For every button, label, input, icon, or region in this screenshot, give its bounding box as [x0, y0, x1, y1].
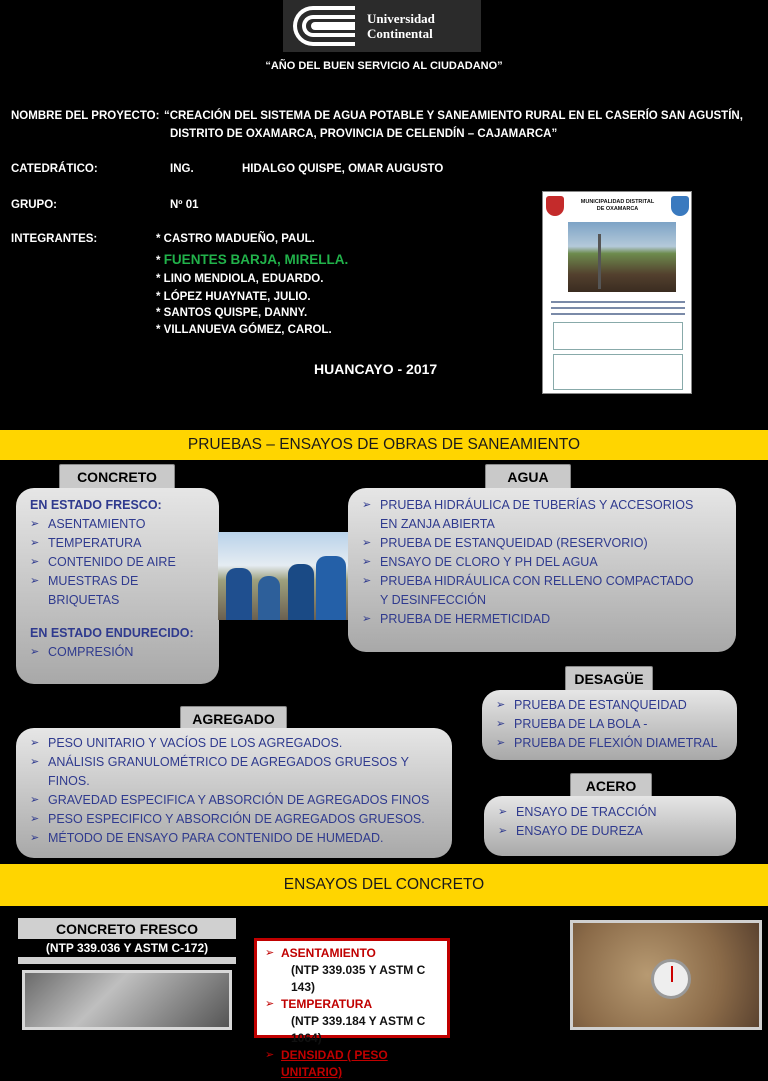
- tab-desague: DESAGÜE: [565, 666, 653, 692]
- fresh-concrete-box: [18, 918, 236, 964]
- thermometer-icon: [651, 959, 691, 999]
- cover-header: [546, 195, 689, 217]
- integrante-3: * LINO MENDIOLA, EDUARDO.: [156, 273, 324, 285]
- list-item: ➢ PESO UNITARIO Y VACÍOS DE LOS AGREGADOS.: [30, 734, 438, 753]
- list-item: ➢ MÉTODO DE ENSAYO PARA CONTENIDO DE HUMEDAD.: [30, 829, 438, 848]
- cover-title-line1: MUNICIPALIDAD DISTRITAL: [580, 199, 655, 205]
- list-item: ➢ PRUEBA DE FLEXIÓN DIAMETRAL: [496, 734, 723, 753]
- fresh-concrete-title: CONCRETO FRESCO: [55, 921, 199, 937]
- integrante-5: * SANTOS QUISPE, DANNY.: [156, 307, 308, 319]
- agua-list: [362, 496, 722, 629]
- list-item: ➢ GRAVEDAD ESPECIFICA Y ABSORCIÓN DE AGREGADOS FINOS: [30, 791, 438, 810]
- panel-concreto: [16, 488, 219, 684]
- list-item: ➢ PRUEBA DE HERMETICIDAD: [362, 610, 722, 629]
- logo-text: [367, 11, 435, 41]
- integrante-2-star: *: [156, 255, 161, 267]
- integrante-2: [156, 252, 348, 267]
- panel-acero: [484, 796, 736, 856]
- slide-concrete-tests: [0, 862, 768, 1079]
- project-line1: “CREACIÓN DEL SISTEMA DE AGUA POTABLE Y SANEAMIENTO RURAL EN EL CASERÍO SAN AGUSTÍN,: [164, 110, 743, 122]
- test-temperatura-norm: (NTP 339.184 Y ASTM C 1064): [291, 1014, 426, 1045]
- cover-location-table: [553, 354, 683, 390]
- slide-cover: [0, 0, 768, 430]
- cover-title: [581, 199, 654, 213]
- catedratico-name: HIDALGO QUISPE, OMAR AUGUSTO: [242, 163, 444, 175]
- integrante-1: * CASTRO MADUEÑO, PAUL.: [156, 233, 315, 245]
- list-item: ➢ ENSAYO DE CLORO Y PH DEL AGUA: [362, 553, 722, 572]
- list-item: ➢ PRUEBA DE LA BOLA -: [496, 715, 723, 734]
- tab-agregado: AGREGADO: [180, 706, 287, 732]
- field-test-photo: [218, 532, 350, 620]
- catedratico-title: ING.: [170, 163, 194, 175]
- integrantes-label: INTEGRANTES:: [11, 233, 98, 245]
- concreto-fresco-heading: EN ESTADO FRESCO:: [30, 498, 162, 512]
- slide-tests: [0, 430, 768, 862]
- test-temperatura: ➢ TEMPERATURA: [265, 996, 439, 1013]
- list-item: ➢ ASENTAMIENTO: [30, 515, 205, 534]
- integrante-2-highlight: FUENTES BARJA, MIRELLA.: [163, 252, 349, 267]
- list-item: ➢ PRUEBA DE ESTANQUEIDAD (RESERVORIO): [362, 534, 722, 553]
- tab-acero: ACERO: [570, 773, 652, 799]
- list-item: EN ZANJA ABIERTA: [380, 517, 495, 531]
- concrete-tests-list: [254, 938, 450, 1079]
- tab-concreto: CONCRETO: [59, 464, 175, 490]
- logo-line1: Universidad: [367, 11, 435, 26]
- list-item: FINOS.: [48, 774, 90, 788]
- panel-desague: [482, 690, 737, 760]
- list-item: BRIQUETAS: [48, 593, 120, 607]
- desague-list: [496, 696, 723, 753]
- grupo-value: Nº 01: [170, 199, 199, 211]
- concreto-endurecido-heading: EN ESTADO ENDURECIDO:: [30, 626, 194, 640]
- slump-test-photo: [22, 970, 232, 1030]
- logo-mark-icon: [293, 6, 357, 46]
- test-asentamiento-norm: (NTP 339.035 Y ASTM C 143): [291, 963, 426, 994]
- concrete-tests-title: ENSAYOS DEL CONCRETO: [0, 864, 768, 906]
- list-item: ➢ TEMPERATURA: [30, 534, 205, 553]
- place-year: HUANCAYO - 2017: [314, 361, 438, 377]
- municipal-shield-icon: [671, 196, 689, 216]
- list-item: ➢ CONTENIDO DE AIRE: [30, 553, 205, 572]
- cover-project-box: [553, 322, 683, 350]
- list-item: Y DESINFECCIÓN: [380, 593, 487, 607]
- acero-list: [498, 803, 722, 841]
- catedratico-label: CATEDRÁTICO:: [11, 163, 98, 175]
- project-line2: DISTRITO DE OXAMARCA, PROVINCIA DE CELENDÍN – CAJAMARCA”: [170, 128, 558, 140]
- tab-agua: AGUA: [485, 464, 571, 490]
- integrante-6: * VILLANUEVA GÓMEZ, CAROL.: [156, 324, 332, 336]
- list-item: ➢ ENSAYO DE TRACCIÓN: [498, 803, 722, 822]
- list-item: ➢ PRUEBA HIDRÁULICA DE TUBERÍAS Y ACCESORIOS: [362, 496, 722, 515]
- list-item: ➢ PRUEBA DE ESTANQUEIDAD: [496, 696, 723, 715]
- list-item: ➢ COMPRESIÓN: [30, 643, 205, 662]
- peru-shield-icon: [546, 196, 564, 216]
- tests-title: PRUEBAS – ENSAYOS DE OBRAS DE SANEAMIENTO: [0, 430, 768, 460]
- agregado-list: [30, 734, 438, 848]
- fresh-concrete-standard: (NTP 339.036 Y ASTM C-172): [18, 939, 236, 957]
- logo-line2: Continental: [367, 26, 433, 41]
- concreto-fresco-list: [30, 515, 205, 610]
- list-item: ➢ ANÁLISIS GRANULOMÉTRICO DE AGREGADOS GRUESOS Y: [30, 753, 438, 772]
- university-logo: [283, 0, 481, 52]
- cover-photo: [568, 222, 676, 292]
- motto: “AÑO DEL BUEN SERVICIO AL CIUDADANO”: [265, 60, 503, 72]
- list-item: ➢ PRUEBA HIDRÁULICA CON RELLENO COMPACTADO: [362, 572, 722, 591]
- list-item: ➢ ENSAYO DE DUREZA: [498, 822, 722, 841]
- panel-agregado: [16, 728, 452, 858]
- grupo-label: GRUPO:: [11, 199, 57, 211]
- thermometer-photo: [570, 920, 762, 1030]
- list-item: ➢ PESO ESPECIFICO Y ABSORCIÓN DE AGREGADOS GRUESOS.: [30, 810, 438, 829]
- integrante-4: * LÓPEZ HUAYNATE, JULIO.: [156, 291, 311, 303]
- test-densidad: ➢ DENSIDAD ( PESO UNITARIO): [265, 1047, 439, 1081]
- test-asentamiento: ➢ ASENTAMIENTO: [265, 945, 439, 962]
- project-label: NOMBRE DEL PROYECTO:: [11, 110, 160, 122]
- cover-title-line2: DE OXAMARCA: [596, 206, 639, 212]
- report-cover-thumbnail: [542, 191, 692, 394]
- panel-agua: [348, 488, 736, 652]
- concreto-endurecido-list: [30, 643, 205, 662]
- list-item: ➢ MUESTRAS DE: [30, 572, 205, 591]
- cover-text-lines: [551, 297, 685, 319]
